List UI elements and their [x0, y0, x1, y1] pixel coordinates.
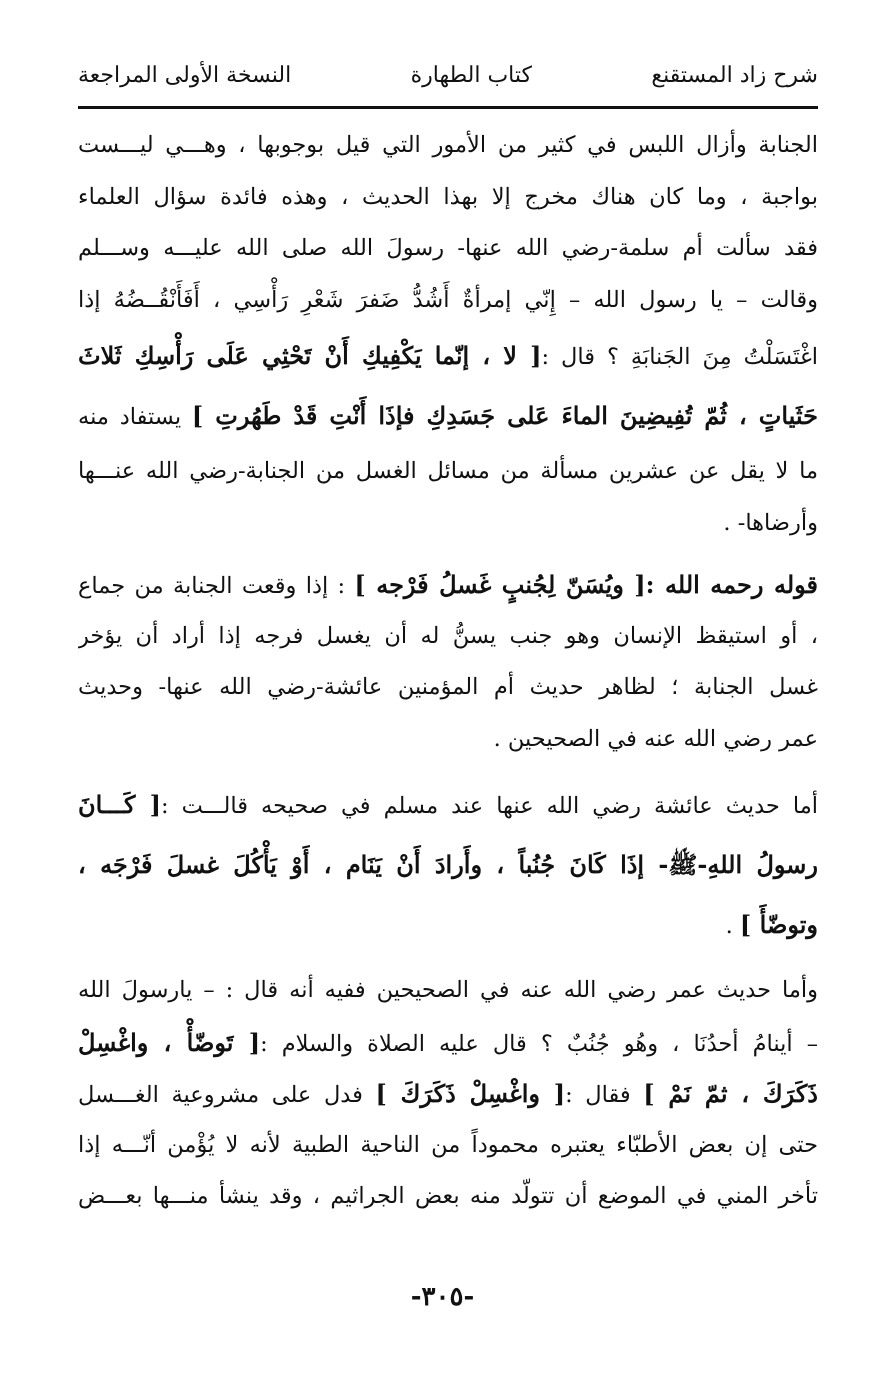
page-body — [78, 120, 818, 1223]
text-line — [78, 223, 818, 275]
text-line — [78, 1017, 818, 1069]
text-line — [78, 662, 818, 714]
text-segment: اغْتَسَلْتُ مِنَ الجَنابَةِ ؟ قال : — [541, 344, 818, 370]
bold-text-segment: ذَكَرَكَ ، ثمّ نَمْ ] — [643, 1079, 818, 1108]
text-line — [78, 172, 818, 224]
text-segment: وأرضاها- . — [723, 509, 818, 536]
text-segment: فدل على مشروعية الغـــسل — [78, 1082, 376, 1108]
text-segment: غسل الجنابة ؛ لظاهر حديث أم المؤمنين عائشة-رضي الله عنها- وحديث — [78, 674, 818, 700]
text-segment: تأخر المني في الموضع أن تتولّد منه بعض الجراثيم ، وقد ينشأ منـــها بعـــض — [78, 1183, 818, 1209]
header-book-title: شرح زاد المستقنع — [651, 62, 818, 88]
text-segment: : إذا وقعت الجنابة من جماع — [78, 573, 355, 599]
bold-text-segment: قوله رحمه الله : — [645, 570, 818, 599]
paragraph-gap — [78, 765, 818, 775]
text-line — [78, 275, 818, 327]
text-line — [78, 835, 818, 895]
text-segment: حتى إن بعض الأطبّاء يعتبره محموداً من الناحية الطبية لأنه لا يُؤْمن أنّـــه إذا — [78, 1131, 818, 1158]
header-edition-note: النسخة الأولى المراجعة — [78, 62, 292, 88]
text-segment: ما لا يقل عن عشرين مسألة من مسائل الغسل من الجنابة-رضي الله عنـــها — [78, 458, 818, 484]
text-line — [78, 446, 818, 498]
text-segment: يستفاد منه — [78, 404, 192, 430]
bold-text-segment: رسولُ اللهِ-ﷺ- إذَا كَانَ جُنُباً ، وأَرادَ أَنْ يَنَام ، أَوْ يَأْكُلَ غسلَ فَرْجَه ، — [78, 850, 818, 879]
bold-text-segment: وتوضّأَ ] — [739, 910, 818, 939]
text-segment: أما حديث عائشة رضي الله عنها عند مسلم في صحيحه قالـــت : — [161, 793, 818, 819]
text-segment: . — [725, 913, 740, 939]
text-segment: عمر رضي الله عنه في الصحيحين . — [493, 725, 818, 752]
text-line — [78, 386, 818, 446]
text-line — [78, 714, 818, 766]
bold-text-segment: [ كَـــانَ — [78, 790, 162, 819]
text-segment: فقال : — [565, 1082, 644, 1108]
text-line — [78, 559, 818, 611]
text-line — [78, 498, 818, 550]
header-chapter-title: كتاب الطهارة — [410, 62, 532, 88]
text-line — [78, 611, 818, 663]
header-rule — [78, 106, 818, 109]
text-line — [78, 1068, 818, 1120]
text-line — [78, 895, 818, 955]
bold-text-segment: [ لا ، إنّما يَكْفِيكِ أَنْ تَحْثِي عَلَى رَأْسِكِ ثَلاثَ — [78, 341, 542, 370]
text-line — [78, 120, 818, 172]
bold-text-segment: حَثَياتٍ ، ثُمّ تُفِيضِينَ الماءَ عَلى جَسَدِكِ فإذَا أَنْتِ قَدْ طَهُرتِ ] — [191, 401, 818, 430]
text-segment: بواجبة ، وما كان هناك مخرج إلا بهذا الحديث ، وهذه فائدة سؤال العلماء — [78, 183, 818, 210]
text-line — [78, 965, 818, 1017]
paragraph-gap — [78, 955, 818, 965]
text-line — [78, 1120, 818, 1172]
bold-text-segment: [ ويُسَنّ لِجُنبٍ غَسلُ فَرْجه ] — [354, 570, 646, 599]
page-number: -٣٠٥- — [410, 1282, 475, 1312]
text-segment: وقالت – يا رسول الله – إِنّي إمرأةٌ أَشُدُّ ضَفرَ شَعْرِ رَأْسِي ، أَفَأَنْقُــضُهُ إذا — [78, 286, 818, 313]
text-line — [78, 326, 818, 386]
text-segment: – أينامُ أحدُنَا ، وهُو جُنُبٌ ؟ قال عليه الصلاة والسلام : — [260, 1030, 818, 1057]
text-segment: فقد سألت أم سلمة-رضي الله عنها- رسولَ الله صلى الله عليـــه وســـلم — [78, 235, 818, 261]
bold-text-segment: [ تَوضّأْ ، واغْسِلْ — [78, 1027, 261, 1057]
text-segment: الجنابة وأزال اللبس في كثير من الأمور التي قيل بوجوبها ، وهـــي ليـــست — [78, 132, 818, 158]
bold-text-segment: [ واغْسِلْ ذَكَرَكَ ] — [375, 1079, 566, 1108]
text-line — [78, 1171, 818, 1223]
text-segment: وأما حديث عمر رضي الله عنه في الصحيحين ففيه أنه قال : – يارسولَ الله — [78, 977, 818, 1003]
text-line — [78, 775, 818, 835]
page-header — [78, 58, 818, 92]
text-segment: ، أو استيقظ الإنسان وهو جنب يسنُّ له أن يغسل فرجه إذا أراد أن يؤخر — [78, 622, 818, 649]
paragraph-gap — [78, 549, 818, 559]
